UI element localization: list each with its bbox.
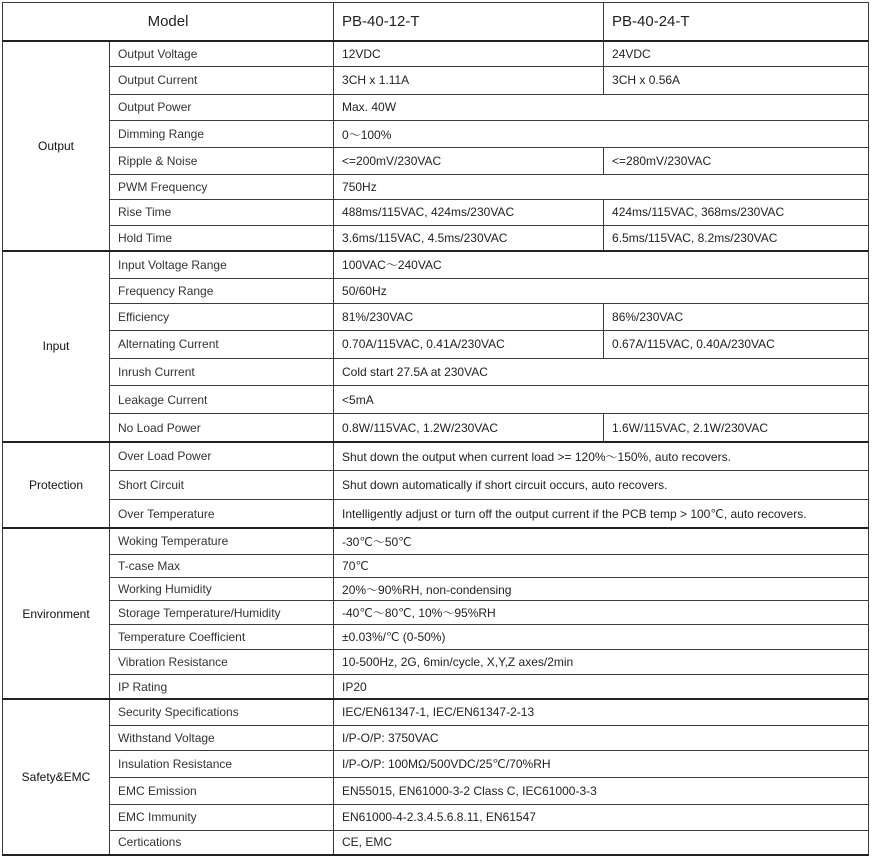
param-label: EMC Immunity: [110, 804, 334, 830]
table-row: [3, 94, 869, 120]
value-cell: <=200mV/230VAC: [334, 148, 604, 174]
param-label: Rise Time: [110, 199, 334, 225]
value-cell: 86%/230VAC: [604, 303, 869, 330]
param-label: EMC Emission: [110, 778, 334, 804]
table-row: [3, 725, 869, 750]
model-name: PB-40-24-T: [604, 3, 869, 41]
param-label: Temperature Coefficient: [110, 624, 334, 649]
value-cell: 12VDC: [334, 41, 604, 67]
value-cell: 81%/230VAC: [334, 303, 604, 330]
model-name: PB-40-12-T: [334, 3, 604, 41]
value-cell: I/P-O/P: 100MΩ/500VDC/25℃/70%RH: [334, 751, 869, 778]
table-row: [3, 528, 869, 554]
value-cell: 3.6ms/115VAC, 4.5ms/230VAC: [334, 226, 604, 251]
value-cell: 3CH x 1.11A: [334, 67, 604, 94]
param-label: Working Humidity: [110, 578, 334, 601]
param-label: Vibration Resistance: [110, 649, 334, 674]
section-name: Input: [3, 251, 110, 442]
table-row: [3, 41, 869, 67]
value-cell: 0.67A/115VAC, 0.40A/230VAC: [604, 331, 869, 358]
table-row: [3, 148, 869, 174]
table-row: [3, 442, 869, 470]
value-cell: Cold start 27.5A at 230VAC: [334, 358, 869, 385]
param-label: Over Temperature: [110, 500, 334, 528]
table-row: [3, 778, 869, 804]
param-label: Ripple & Noise: [110, 148, 334, 174]
param-label: Leakage Current: [110, 385, 334, 413]
table-row: [3, 649, 869, 674]
value-cell: 424ms/115VAC, 368ms/230VAC: [604, 199, 869, 225]
table-row: [3, 120, 869, 147]
section-name: Output: [3, 41, 110, 251]
value-cell: 24VDC: [604, 41, 869, 67]
value-cell: Intelligently adjust or turn off the output current if the PCB temp > 100℃, auto recovers.: [334, 500, 869, 528]
param-label: Input Voltage Range: [110, 251, 334, 278]
model-label: Model: [3, 3, 334, 41]
value-cell: I/P-O/P: 3750VAC: [334, 725, 869, 750]
section-name: Protection: [3, 442, 110, 528]
param-label: Insulation Resistance: [110, 751, 334, 778]
param-label: Frequency Range: [110, 278, 334, 303]
table-row: [3, 199, 869, 225]
value-cell: Max. 40W: [334, 94, 869, 120]
value-cell: 10-500Hz, 2G, 6min/cycle, X,Y,Z axes/2min: [334, 649, 869, 674]
param-label: Storage Temperature/Humidity: [110, 601, 334, 624]
table-row: [3, 226, 869, 251]
param-label: Hold Time: [110, 226, 334, 251]
table-row: [3, 67, 869, 94]
value-cell: EN61000-4-2.3.4.5.6.8.11, EN61547: [334, 804, 869, 830]
param-label: PWM Frequency: [110, 174, 334, 199]
table-row: [3, 804, 869, 830]
value-cell: CE, EMC: [334, 830, 869, 855]
table-row: [3, 174, 869, 199]
value-cell: 0.70A/115VAC, 0.41A/230VAC: [334, 331, 604, 358]
param-label: Efficiency: [110, 303, 334, 330]
table-row: [3, 751, 869, 778]
table-row: [3, 830, 869, 855]
table-row: [3, 699, 869, 725]
value-cell: 0～100%: [334, 120, 869, 147]
param-label: Withstand Voltage: [110, 725, 334, 750]
spec-table: [2, 2, 869, 856]
param-label: T-case Max: [110, 554, 334, 577]
value-cell: <5mA: [334, 385, 869, 413]
value-cell: 488ms/115VAC, 424ms/230VAC: [334, 199, 604, 225]
table-row: [3, 578, 869, 601]
value-cell: IEC/EN61347-1, IEC/EN61347-2-13: [334, 699, 869, 725]
param-label: Security Specifications: [110, 699, 334, 725]
param-label: Certications: [110, 830, 334, 855]
value-cell: 6.5ms/115VAC, 8.2ms/230VAC: [604, 226, 869, 251]
table-row: [3, 470, 869, 499]
value-cell: 1.6W/115VAC, 2.1W/230VAC: [604, 414, 869, 442]
value-cell: 750Hz: [334, 174, 869, 199]
section-name: Safety&EMC: [3, 699, 110, 855]
param-label: Output Current: [110, 67, 334, 94]
param-label: Alternating Current: [110, 331, 334, 358]
header-row: [3, 3, 869, 41]
spec-body: [3, 41, 869, 856]
param-label: Short Circuit: [110, 470, 334, 499]
table-row: [3, 601, 869, 624]
value-cell: EN55015, EN61000-3-2 Class C, IEC61000-3-3: [334, 778, 869, 804]
value-cell: ±0.03%/℃ (0-50%): [334, 624, 869, 649]
value-cell: 50/60Hz: [334, 278, 869, 303]
value-cell: <=280mV/230VAC: [604, 148, 869, 174]
table-row: [3, 251, 869, 278]
value-cell: Shut down automatically if short circuit occurs, auto recovers.: [334, 470, 869, 499]
table-row: [3, 278, 869, 303]
value-cell: Shut down the output when current load >= 120%～150%, auto recovers.: [334, 442, 869, 470]
value-cell: -40℃～80℃, 10%～95%RH: [334, 601, 869, 624]
value-cell: 0.8W/115VAC, 1.2W/230VAC: [334, 414, 604, 442]
param-label: Dimming Range: [110, 120, 334, 147]
table-row: [3, 500, 869, 528]
param-label: No Load Power: [110, 414, 334, 442]
param-label: Output Power: [110, 94, 334, 120]
table-row: [3, 414, 869, 442]
param-label: IP Rating: [110, 675, 334, 699]
table-row: [3, 331, 869, 358]
table-row: [3, 358, 869, 385]
param-label: Over Load Power: [110, 442, 334, 470]
value-cell: 100VAC～240VAC: [334, 251, 869, 278]
table-row: [3, 675, 869, 699]
value-cell: 3CH x 0.56A: [604, 67, 869, 94]
param-label: Inrush Current: [110, 358, 334, 385]
value-cell: 70℃: [334, 554, 869, 577]
param-label: Woking Temperature: [110, 528, 334, 554]
section-name: Environment: [3, 528, 110, 699]
table-row: [3, 385, 869, 413]
value-cell: -30℃～50℃: [334, 528, 869, 554]
table-row: [3, 303, 869, 330]
table-row: [3, 554, 869, 577]
value-cell: IP20: [334, 675, 869, 699]
param-label: Output Voltage: [110, 41, 334, 67]
table-row: [3, 624, 869, 649]
value-cell: 20%～90%RH, non-condensing: [334, 578, 869, 601]
